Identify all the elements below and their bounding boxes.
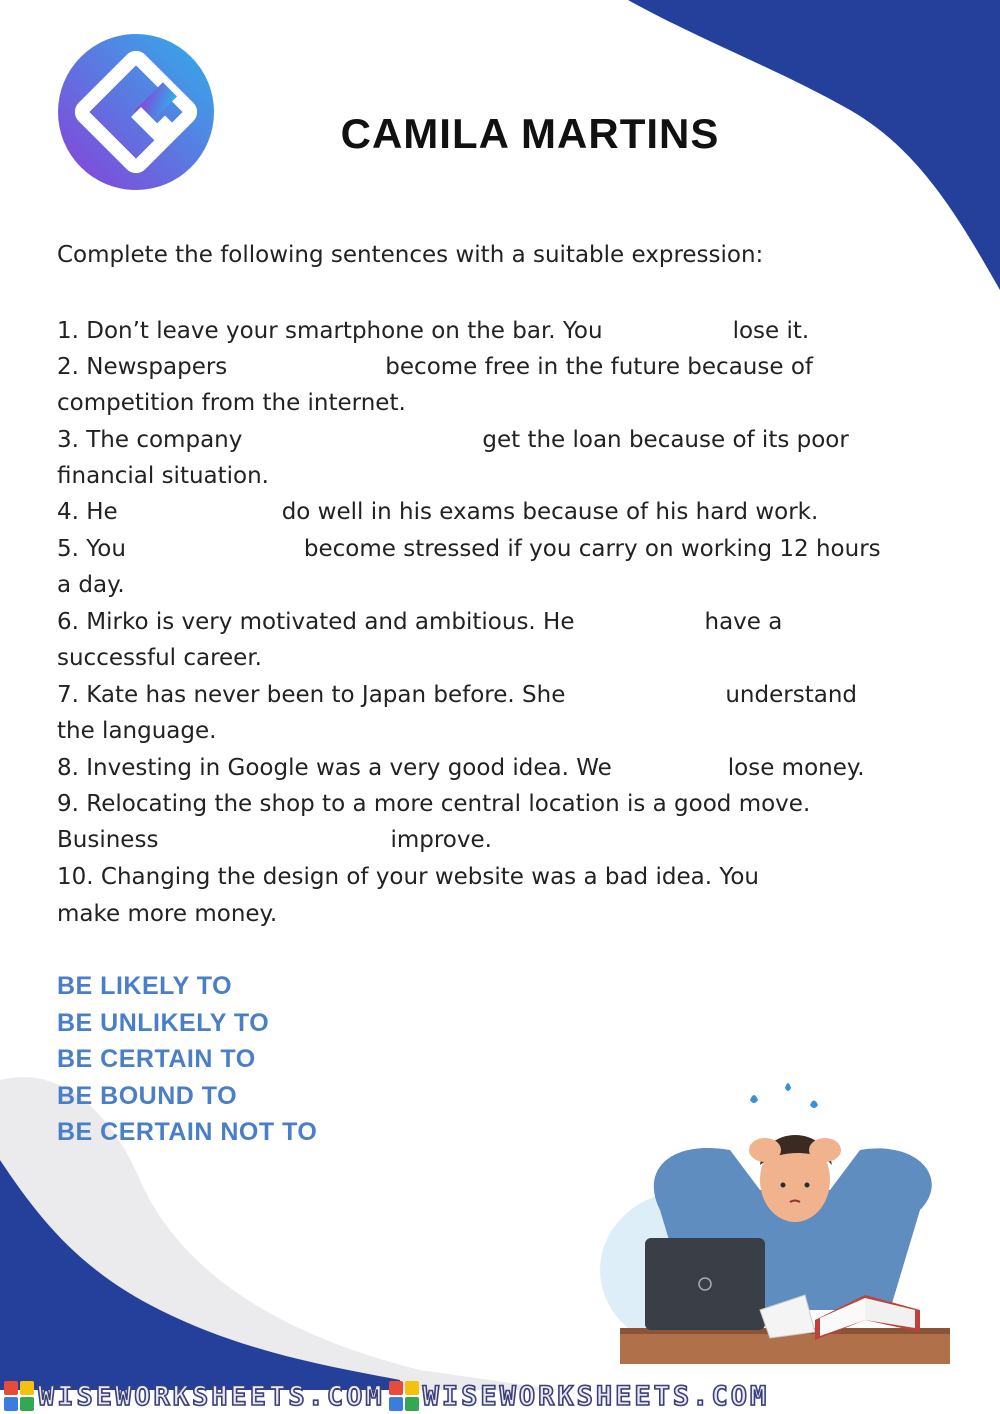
answer-option: BE CERTAIN NOT TO — [57, 1118, 318, 1146]
sentence-4-line-1: 4. He do well in his exams because of his hard work. — [57, 499, 819, 525]
watermark: WISEWORKSHEETS.COM — [4, 1381, 385, 1412]
sentence-10-line-2: make more money. — [57, 901, 278, 927]
watermark-footer — [0, 1378, 1000, 1414]
sentence-7-line-1: 7. Kate has never been to Japan before. She understand — [57, 682, 857, 708]
answer-option: BE BOUND TO — [57, 1081, 238, 1110]
instructions: Complete the following sentences with a suitable expression: — [57, 242, 764, 268]
sentence-2-line-2: competition from the internet. — [57, 390, 406, 416]
sentence-3-line-1: 3. The company get the loan because of its poor — [57, 427, 849, 453]
answer-option: BE CERTAIN TO — [57, 1045, 256, 1073]
sentence-7-line-2: the language. — [57, 718, 217, 744]
sentence-5-line-2: a day. — [57, 572, 125, 598]
sentence-2-line-1: 2. Newspapers become free in the future because of — [57, 354, 813, 380]
sentence-3-line-2: financial situation. — [57, 463, 269, 489]
watermark: WISEWORKSHEETS.COM — [389, 1381, 770, 1412]
sentence-6-line-1: 6. Mirko is very motivated and ambitious. He have a — [57, 609, 783, 635]
answer-option: BE UNLIKELY TO — [57, 1008, 270, 1037]
page-title: CAMILA MARTINS — [340, 110, 720, 157]
sentence-5-line-1: 5. You become stressed if you carry on working 12 hours — [57, 536, 881, 562]
sentence-9-line-1: 9. Relocating the shop to a more central location is a good move. — [57, 791, 811, 817]
bottom-left-blue-shape — [0, 1160, 400, 1390]
sentence-9-line-2: Business improve. — [57, 827, 492, 853]
wiseworksheets-logo-icon — [389, 1381, 419, 1411]
answer-option: BE LIKELY TO — [57, 972, 233, 1000]
wiseworksheets-logo-icon — [4, 1381, 34, 1411]
answer-bank — [57, 968, 317, 1151]
sentence-6-line-2: successful career. — [57, 645, 262, 671]
sentence-8-line-1: 8. Investing in Google was a very good idea. We lose money. — [57, 755, 865, 781]
sentence-10-line-1: 10. Changing the design of your website was a bad idea. You — [57, 864, 759, 890]
sentence-1-line-1: 1. Don’t leave your smartphone on the bar. You lose it. — [57, 318, 810, 344]
stressed-student-laptop-icon — [600, 1070, 980, 1370]
g-logo-icon — [56, 32, 216, 192]
